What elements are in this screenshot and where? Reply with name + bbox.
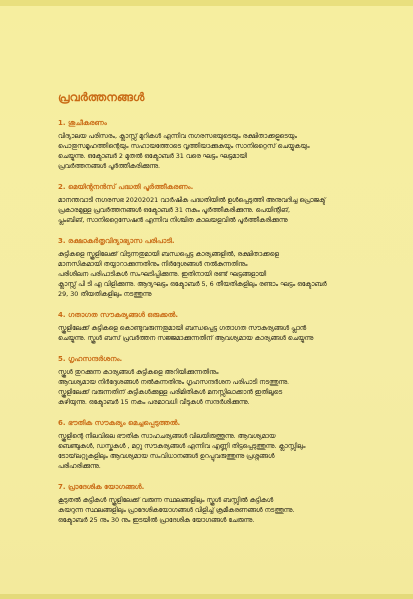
section-3-body: കുട്ടികളെ സ്കൂളിലേക്ക് വിടുന്നതുമായി ബന്ധപ്പെട്ട കാര്യങ്ങളിൽ, രക്ഷിതാക്കളെ മാനസികമായി തയ്യാറാക്കുന്നതിനും നിർദ്ദേശങ്ങൾ നൽകുന്നതിനും പരിശീലന പരിപാടികൾ സംഘടിപ്പിക്കുന്നു. ഇതിനായി രണ്ട് ഘട്ടങ്ങളായി ക്ലാസ്സ് പി ടി എ വിളിക്കുന്നു. ആദ്യഘട്ടം ഒക്ടോബർ 5, 6 തീയതികളിലും രണ്ടാം ഘട്ടം ഒക്ടോബർ 29, 30 തീയതികളിലും നടത്തുന്നു [58, 250, 327, 298]
section-6-heading: 6. ഭൗതിക സൗകര്യം മെച്ചപ്പെടുത്തൽ. [58, 419, 181, 427]
section-2-heading: 2. മെയിന്റനൻസ് പദ്ധതി പൂർത്തീകരണം. [58, 183, 194, 191]
section-2-body: മാനന്തവാടി നഗരസഭ 20202021 വാർഷിക പദ്ധതിയിൽ ഉൾപ്പെടുത്തി അനുവദിച്ച പ്രൊജക്ട് പ്രകാരമുള്ള പ്രവർത്തനങ്ങൾ ഒക്ടോബർ 31 നകം പൂർത്തീകരിക്കുന്നു. പെയിന്റിങ്, പ്ലംബിങ്, സാനിറ്റൈസേഷൻ എന്നിവ നിശ്ചിത കാലയളവിൽ പൂർത്തീകരിക്കുന്നു [58, 196, 326, 224]
section-5 [58, 355, 358, 407]
section-3 [58, 237, 358, 299]
section-5-body: സ്കൂൾ തുറക്കുന്ന കാര്യങ്ങൾ കുട്ടികളെ അറിയിക്കുന്നതിനും ആവശ്യമായ നിർദ്ദേശങ്ങൾ നൽകുന്നതിനും ഗൃഹസന്ദർശന പരിപാടി നടത്തുന്നു. സ്കൂളിലേക്ക് വരുന്നതിന് കുട്ടികൾക്കുള്ള പരിമിതികൾ മനസ്സിലാക്കാൻ ഇതിലൂടെ കഴിയുന്നു. ഒക്ടോബർ 15 നകം പരമാവധി വീടുകൾ സന്ദർശിക്കുന്നു. [58, 368, 290, 406]
document-title: പ്രവർത്തനങ്ങൾ [58, 90, 145, 104]
section-4-body: സ്കൂളിലേക്ക് കുട്ടികളെ കൊണ്ടുവരുന്നതുമായി ബന്ധപ്പെട്ട ഗതാഗത സൗകര്യങ്ങൾ പ്ലാൻ ചെയ്യുന്നു. സ്കൂൾ ബസ് പ്രവർത്തന സജ്ജമാക്കുന്നതിന് ആവശ്യമായ കാര്യങ്ങൾ ചെയ്യുന്നു [58, 324, 314, 342]
section-2 [58, 183, 358, 225]
document-content [58, 90, 358, 537]
section-7-body: കൂടുതൽ കുട്ടികൾ സ്കൂളിലേക്ക് വരുന്ന സ്ഥലങ്ങളിലും സ്കൂൾ ബസ്സിൽ കുട്ടികൾ കയറുന്ന സ്ഥലങ്ങളിലും പ്രാദേശികയോഗങ്ങൾ വിളിച്ച് ക്രമീകരണങ്ങൾ നടത്തുന്നു. ഒക്ടോബർ 25 നും 30 നും ഇടയിൽ പ്രാദേശിക യോഗങ്ങൾ ചേരുന്നു. [58, 496, 295, 524]
page-bottom-edge [0, 594, 413, 599]
page-top-edge [0, 0, 413, 6]
section-1 [58, 119, 358, 171]
section-7-heading: 7. പ്രാദേശിക യോഗങ്ങൾ. [58, 483, 145, 491]
section-5-heading: 5. ഗൃഹസന്ദർശനം. [58, 355, 123, 363]
section-1-heading: 1. ശുചീകരണം [58, 119, 107, 127]
section-4-heading: 4. ഗതാഗത സൗകര്യങ്ങൾ ഒരുക്കൽ. [58, 311, 179, 319]
section-7 [58, 483, 358, 525]
section-6-body: സ്കൂളിന്റെ നിലവിലെ ഭൗതിക സാഹചര്യങ്ങൾ വിലയിരുത്തുന്നു. ആവശ്യമായ ബെഞ്ചുകൾ, ഡസ്കുകൾ , മറ്റു സൗകര്യങ്ങൾ എന്നിവ എണ്ണി തിട്ടപ്പെടുത്തുന്നു. ക്ലാസ്സിലും ടോയ്‌ലറ്റുകളിലും ആവശ്യമായ സംവിധാനങ്ങൾ ഉറപ്പുവരുത്തുന്നു പ്രശ്നങ്ങൾ പരിഹരിക്കുന്നു. [58, 432, 306, 470]
section-4 [58, 311, 358, 343]
section-1-body: വിദ്യാലയ പരിസരം, ക്ലാസ്സ് മുറികൾ എന്നിവ നഗരസഭയുടെയും രക്ഷിതാക്കളുടെയും പൊതുസമൂഹത്തിന്റെയും സഹായത്തോടെ വൃത്തിയാക്കുകയും സാനിറ്റൈസ് ചെയ്യുകയും ചെയ്യുന്നു. ഒക്ടോബർ 2 മുതൽ ഒക്ടോബർ 31 വരെ ഘട്ടം ഘട്ടമായി പ്രവർത്തനങ്ങൾ പൂർത്തീകരിക്കുന്നു. [58, 132, 310, 170]
section-6 [58, 419, 358, 471]
section-3-heading: 3. രക്ഷാകർതൃവിദ്യാഭ്യാസ പരിപാടി. [58, 237, 175, 245]
